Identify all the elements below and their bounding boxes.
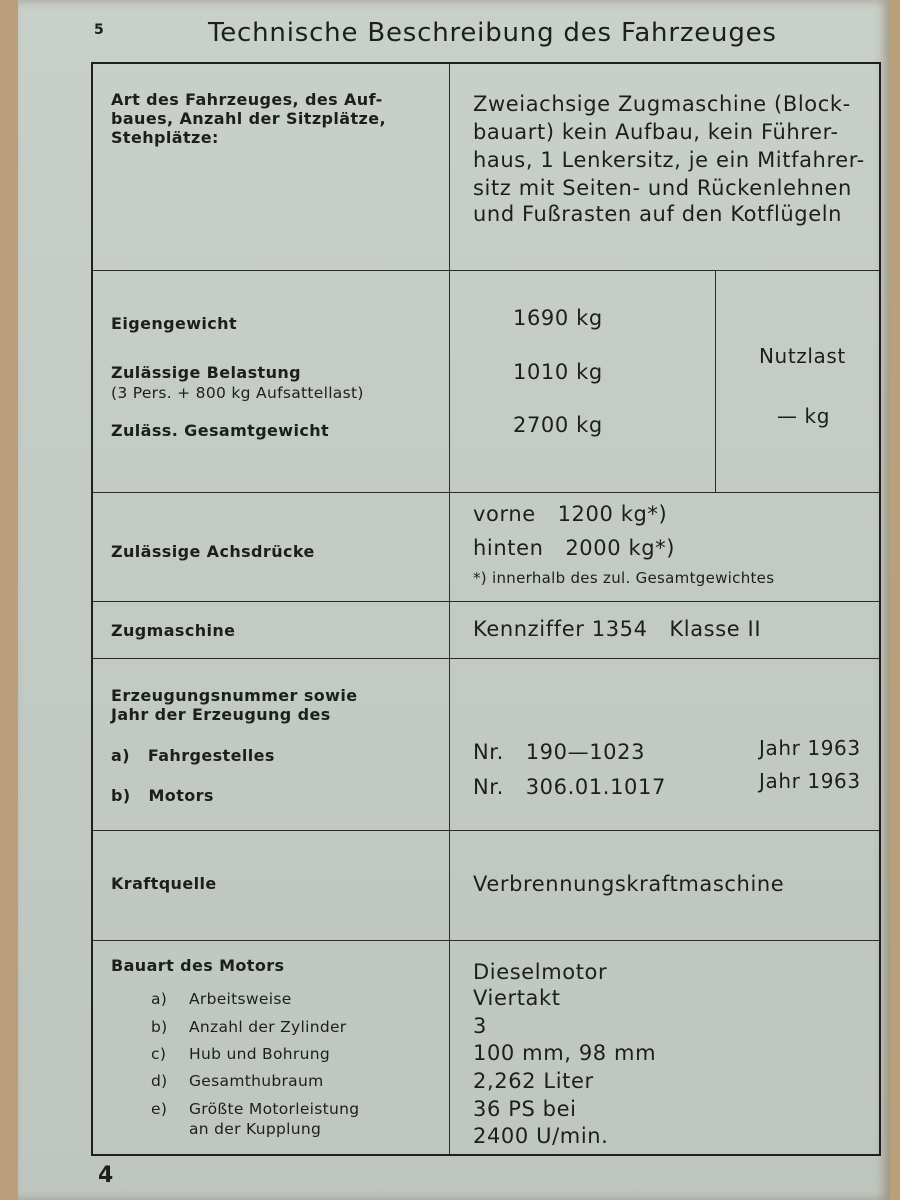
motor-item-label: Größte Motorleistung — [189, 1100, 360, 1118]
eigengewicht-label: Eigengewicht — [111, 314, 238, 333]
belastung-note: (3 Pers. + 800 kg Aufsattellast) — [111, 384, 364, 402]
gesamtgewicht-label: Zuläss. Gesamtgewicht — [111, 421, 330, 440]
art-value-line: Zweiachsige Zugmaschine (Block- — [473, 92, 851, 116]
motor-item-key: d) — [151, 1072, 168, 1090]
art-label-line: baues, Anzahl der Sitzplätze, — [111, 109, 386, 128]
row-divider — [93, 658, 879, 659]
achsdruck-note: *) innerhalb des zul. Gesamtgewichtes — [473, 569, 775, 587]
art-value-line: haus, 1 Lenkersitz, je ein Mitfahrer- — [473, 148, 865, 172]
row-divider — [93, 270, 879, 271]
belastung-value: 1010 kg — [513, 360, 603, 384]
motor-bauart-label: Bauart des Motors — [111, 956, 285, 975]
fahrgestell-nummer: Nr. 190—1023 — [473, 740, 646, 764]
row-divider — [93, 830, 879, 831]
art-label-line: Stehplätze: — [111, 128, 219, 147]
nutzlast-value: — kg — [777, 404, 831, 428]
motor-nummer: Nr. 306.01.1017 — [473, 775, 666, 799]
art-label-line: Art des Fahrzeuges, des Auf- — [111, 90, 383, 109]
nutzlast-divider — [715, 270, 716, 492]
zugmaschine-label: Zugmaschine — [111, 621, 236, 640]
fahrgestell-label: a) Fahrgestelles — [111, 746, 275, 765]
motor-item-value: 2400 U/min. — [473, 1124, 609, 1148]
gesamtgewicht-value: 2700 kg — [513, 413, 603, 437]
zugmaschine-value: Kennziffer 1354 Klasse II — [473, 617, 762, 641]
page-number: 4 — [98, 1163, 114, 1188]
achsdruecke-label: Zulässige Achsdrücke — [111, 542, 315, 561]
motor-item-label: Gesamthubraum — [189, 1072, 324, 1090]
row-divider — [93, 940, 879, 941]
motor-item-label: Hub und Bohrung — [189, 1045, 330, 1063]
fahrgestell-jahr: Jahr 1963 — [759, 736, 861, 760]
motor-item-key: b) — [151, 1018, 168, 1036]
eigengewicht-value: 1690 kg — [513, 306, 603, 330]
motor-item-value: 100 mm, 98 mm — [473, 1041, 657, 1065]
achsdruck-vorne: vorne 1200 kg*) — [473, 502, 668, 526]
motor-item-key: a) — [151, 990, 168, 1008]
row-divider — [93, 601, 879, 602]
motor-item-key: c) — [151, 1045, 167, 1063]
motor-bauart-value: Dieselmotor — [473, 960, 608, 984]
column-divider — [449, 64, 450, 1154]
motor-item-value: 36 PS bei — [473, 1097, 577, 1121]
erzeugung-label-line: Jahr der Erzeugung des — [111, 705, 331, 724]
motor-item-value: 3 — [473, 1014, 487, 1038]
motor-item-key: e) — [151, 1100, 168, 1118]
motor-item-label: Arbeitsweise — [189, 990, 292, 1008]
motor-item-value: Viertakt — [473, 986, 561, 1010]
page-title: Technische Beschreibung des Fahrzeuges — [208, 18, 777, 48]
art-value-line: sitz mit Seiten- und Rückenlehnen — [473, 176, 852, 200]
nutzlast-label: Nutzlast — [759, 344, 846, 368]
erzeugung-label-line: Erzeugungsnummer sowie — [111, 686, 358, 705]
art-value-line: und Fußrasten auf den Kotflügeln — [473, 202, 843, 226]
kraftquelle-value: Verbrennungskraftmaschine — [473, 872, 785, 896]
art-value-line: bauart) kein Aufbau, kein Führer- — [473, 120, 839, 144]
motor-item-label: an der Kupplung — [189, 1120, 322, 1138]
motor-item-value: 2,262 Liter — [473, 1069, 594, 1093]
motor-jahr: Jahr 1963 — [759, 769, 861, 793]
kraftquelle-label: Kraftquelle — [111, 874, 217, 893]
row-divider — [93, 492, 879, 493]
belastung-label: Zulässige Belastung — [111, 363, 302, 382]
header-mark: 5 — [94, 22, 104, 38]
motor-item-label: Anzahl der Zylinder — [189, 1018, 347, 1036]
motor-label: b) Motors — [111, 786, 214, 805]
achsdruck-hinten: hinten 2000 kg*) — [473, 536, 676, 560]
document-page — [18, 0, 890, 1200]
spec-table — [91, 62, 881, 1156]
